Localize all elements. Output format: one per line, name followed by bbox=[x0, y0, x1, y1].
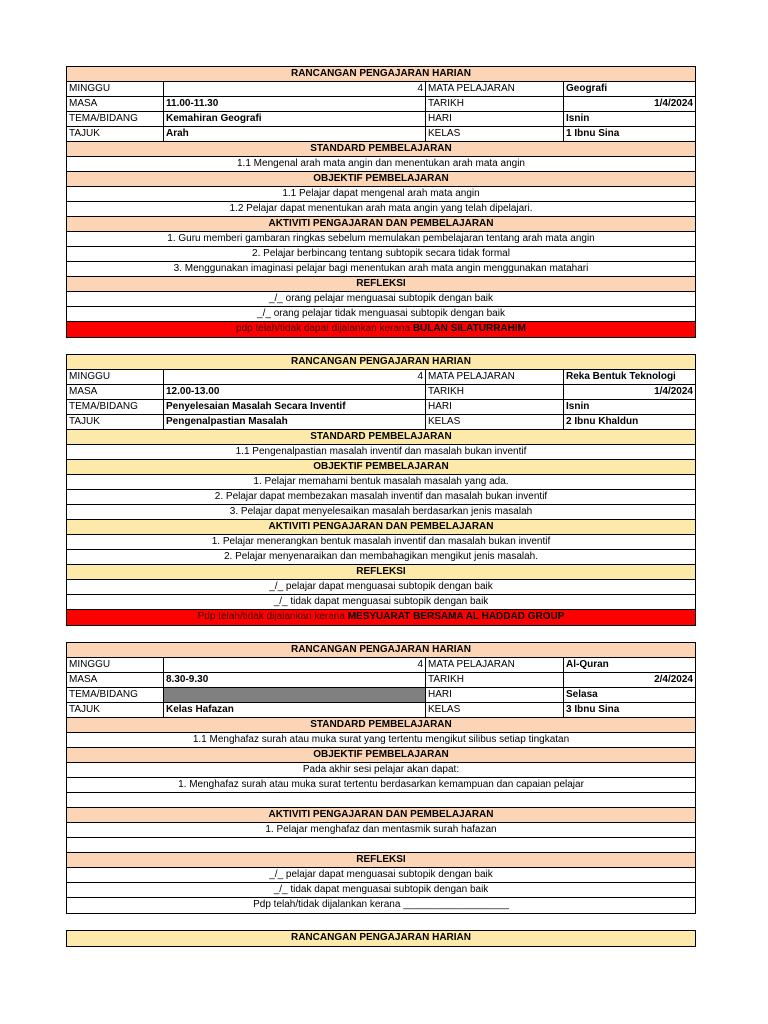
masa-row bbox=[67, 385, 695, 400]
standard-line: 1.1 Pengenalpastian masalah inventif dan masalah bukan inventif bbox=[67, 445, 695, 460]
minggu-label: MINGGU bbox=[67, 658, 164, 672]
mata-pelajaran-label: MATA PELAJARAN bbox=[426, 82, 564, 96]
aktiviti-line: 2. Pelajar berbincang tentang subtopik secara tidak formal bbox=[67, 247, 695, 262]
objektif-line: 1.1 Pelajar dapat mengenal arah mata angin bbox=[67, 187, 695, 202]
aktiviti-header: AKTIVITI PENGAJARAN DAN PEMBELAJARAN bbox=[67, 217, 695, 232]
tarikh-value: 1/4/2024 bbox=[654, 98, 693, 109]
pdp-note-reason: MESYUARAT BERSAMA AL HADDAD GROUP bbox=[347, 611, 565, 622]
refleksi-header: REFLEKSI bbox=[67, 853, 695, 868]
plan-title: RANCANGAN PENGAJARAN HARIAN bbox=[67, 643, 695, 658]
minggu-row bbox=[67, 370, 695, 385]
tema-row bbox=[67, 400, 695, 415]
mata-pelajaran-value: Geografi bbox=[566, 83, 608, 94]
mata-pelajaran-label: MATA PELAJARAN bbox=[426, 370, 564, 384]
hari-value: Selasa bbox=[566, 689, 598, 700]
lesson-plan-3 bbox=[66, 642, 696, 914]
pdp-note-prefix: Pdp telah/tidak dijalankan kerana bbox=[197, 611, 348, 622]
tarikh-label: TARIKH bbox=[426, 97, 564, 111]
masa-label: MASA bbox=[67, 673, 164, 687]
tajuk-row bbox=[67, 415, 695, 430]
tema-row bbox=[67, 688, 695, 703]
aktiviti-header: AKTIVITI PENGAJARAN DAN PEMBELAJARAN bbox=[67, 520, 695, 535]
pdp-note-prefix: pdp telah/tidak dapat dijalankan kerana bbox=[236, 323, 413, 334]
lesson-plan-4 bbox=[66, 930, 696, 947]
tajuk-value: Arah bbox=[164, 127, 426, 141]
objektif-line: 1. Pelajar memahami bentuk masalah masalah yang ada. bbox=[67, 475, 695, 490]
objektif-header: OBJEKTIF PEMBELAJARAN bbox=[67, 172, 695, 187]
standard-header: STANDARD PEMBELAJARAN bbox=[67, 142, 695, 157]
refleksi-line: _/_ orang pelajar tidak menguasai subtopik dengan baik bbox=[67, 307, 695, 322]
aktiviti-header: AKTIVITI PENGAJARAN DAN PEMBELAJARAN bbox=[67, 808, 695, 823]
tajuk-row bbox=[67, 127, 695, 142]
minggu-row bbox=[67, 82, 695, 97]
masa-value: 12.00-13.00 bbox=[164, 385, 426, 399]
plan-title: RANCANGAN PENGAJARAN HARIAN bbox=[67, 67, 695, 82]
mata-pelajaran-value: Reka Bentuk Teknologi bbox=[566, 371, 676, 382]
minggu-value: 4 bbox=[164, 370, 426, 384]
standard-header: STANDARD PEMBELAJARAN bbox=[67, 718, 695, 733]
tajuk-value: Kelas Hafazan bbox=[164, 703, 426, 717]
minggu-value: 4 bbox=[164, 82, 426, 96]
kelas-value: 1 Ibnu Sina bbox=[566, 128, 620, 139]
tema-value: Kemahiran Geografi bbox=[164, 112, 426, 126]
tema-label: TEMA/BIDANG bbox=[67, 112, 164, 126]
minggu-label: MINGGU bbox=[67, 82, 164, 96]
minggu-label: MINGGU bbox=[67, 370, 164, 384]
minggu-value: 4 bbox=[164, 658, 426, 672]
tema-value: Penyelesaian Masalah Secara Inventif bbox=[164, 400, 426, 414]
standard-line: 1.1 Mengenal arah mata angin dan menentukan arah mata angin bbox=[67, 157, 695, 172]
hari-value: Isnin bbox=[566, 401, 590, 412]
standard-header: STANDARD PEMBELAJARAN bbox=[67, 430, 695, 445]
masa-value: 8.30-9.30 bbox=[164, 673, 426, 687]
masa-row bbox=[67, 97, 695, 112]
refleksi-line: _/_ orang pelajar menguasai subtopik dengan baik bbox=[67, 292, 695, 307]
tajuk-label: TAJUK bbox=[67, 415, 164, 429]
blank-row bbox=[67, 838, 695, 853]
tema-value bbox=[164, 688, 426, 702]
masa-value: 11.00-11.30 bbox=[164, 97, 426, 111]
hari-label: HARI bbox=[426, 112, 564, 126]
kelas-value: 3 Ibnu Sina bbox=[566, 704, 620, 715]
tajuk-value: Pengenalpastian Masalah bbox=[164, 415, 426, 429]
tarikh-label: TARIKH bbox=[426, 385, 564, 399]
pdp-note-row bbox=[67, 322, 695, 337]
minggu-row bbox=[67, 658, 695, 673]
mata-pelajaran-value: Al-Quran bbox=[566, 659, 609, 670]
objektif-header: OBJEKTIF PEMBELAJARAN bbox=[67, 748, 695, 763]
lesson-plan-2 bbox=[66, 354, 696, 626]
tajuk-label: TAJUK bbox=[67, 703, 164, 717]
hari-label: HARI bbox=[426, 400, 564, 414]
pdp-note-row bbox=[67, 610, 695, 625]
refleksi-line: _/_ pelajar dapat menguasai subtopik dengan baik bbox=[67, 868, 695, 883]
pdp-note-row: Pdp telah/tidak dijalankan kerana ___________________ bbox=[253, 899, 509, 910]
refleksi-line: _/_ pelajar dapat menguasai subtopik dengan baik bbox=[67, 580, 695, 595]
objektif-line: 1. Menghafaz surah atau muka surat tertentu berdasarkan kemampuan dan capaian pelajar bbox=[67, 778, 695, 793]
mata-pelajaran-label: MATA PELAJARAN bbox=[426, 658, 564, 672]
hari-label: HARI bbox=[426, 688, 564, 702]
refleksi-header: REFLEKSI bbox=[67, 277, 695, 292]
aktiviti-line: 1. Pelajar menerangkan bentuk masalah inventif dan masalah bukan inventif bbox=[67, 535, 695, 550]
tema-label: TEMA/BIDANG bbox=[67, 400, 164, 414]
tarikh-value: 2/4/2024 bbox=[654, 674, 693, 685]
kelas-label: KELAS bbox=[426, 703, 564, 717]
plan-title: RANCANGAN PENGAJARAN HARIAN bbox=[67, 931, 695, 946]
tajuk-label: TAJUK bbox=[67, 127, 164, 141]
objektif-header: OBJEKTIF PEMBELAJARAN bbox=[67, 460, 695, 475]
objektif-line: 1.2 Pelajar dapat menentukan arah mata angin yang telah dipelajari. bbox=[67, 202, 695, 217]
kelas-value: 2 Ibnu Khaldun bbox=[566, 416, 639, 427]
objektif-line: 2. Pelajar dapat membezakan masalah inventif dan masalah bukan inventif bbox=[67, 490, 695, 505]
masa-row bbox=[67, 673, 695, 688]
tema-label: TEMA/BIDANG bbox=[67, 688, 164, 702]
objektif-line: 3. Pelajar dapat menyelesaikan masalah berdasarkan jenis masalah bbox=[67, 505, 695, 520]
masa-label: MASA bbox=[67, 97, 164, 111]
pdp-note-reason: BULAN SILATURRAHIM bbox=[412, 323, 526, 334]
blank-row bbox=[67, 793, 695, 808]
aktiviti-line: 1. Guru memberi gambaran ringkas sebelum memulakan pembelajaran tentang arah mata angin bbox=[67, 232, 695, 247]
tema-row bbox=[67, 112, 695, 127]
tarikh-label: TARIKH bbox=[426, 673, 564, 687]
refleksi-header: REFLEKSI bbox=[67, 565, 695, 580]
aktiviti-line: 1. Pelajar menghafaz dan mentasmik surah hafazan bbox=[67, 823, 695, 838]
kelas-label: KELAS bbox=[426, 127, 564, 141]
tarikh-value: 1/4/2024 bbox=[654, 386, 693, 397]
plan-title: RANCANGAN PENGAJARAN HARIAN bbox=[67, 355, 695, 370]
masa-label: MASA bbox=[67, 385, 164, 399]
refleksi-line: _/_ tidak dapat menguasai subtopik dengan baik bbox=[67, 883, 695, 898]
refleksi-line: _/_ tidak dapat menguasai subtopik dengan baik bbox=[67, 595, 695, 610]
kelas-label: KELAS bbox=[426, 415, 564, 429]
aktiviti-line: 3. Menggunakan imaginasi pelajar bagi menentukan arah mata angin menggunakan matahari bbox=[67, 262, 695, 277]
aktiviti-line: 2. Pelajar menyenaraikan dan membahagikan mengikut jenis masalah. bbox=[67, 550, 695, 565]
lesson-plan-1 bbox=[66, 66, 696, 338]
objektif-line: Pada akhir sesi pelajar akan dapat: bbox=[67, 763, 695, 778]
standard-line: 1.1 Menghafaz surah atau muka surat yang tertentu mengikut silibus setiap tingkatan bbox=[67, 733, 695, 748]
tajuk-row bbox=[67, 703, 695, 718]
hari-value: Isnin bbox=[566, 113, 590, 124]
